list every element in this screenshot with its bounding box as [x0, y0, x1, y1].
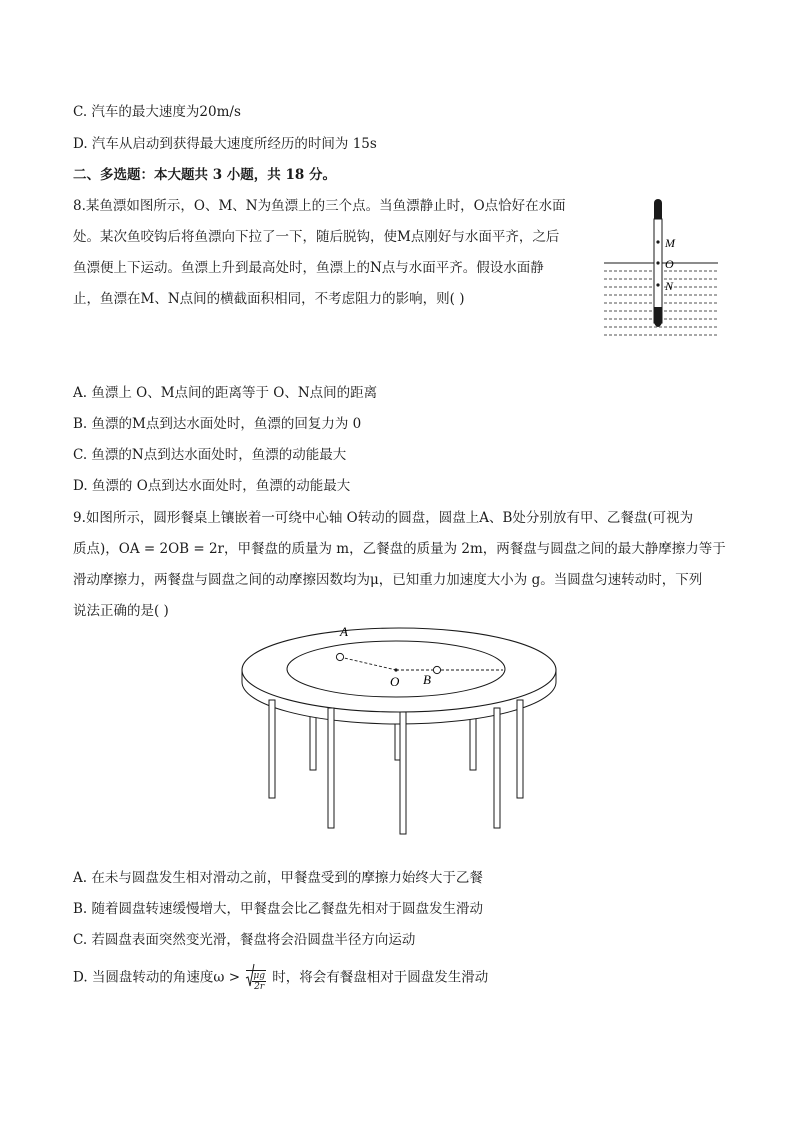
plate-b	[433, 666, 440, 673]
label-n: N	[665, 279, 674, 293]
q9-option-a: A. 在未与圆盘发生相对滑动之前，甲餐盘受到的摩擦力始终大于乙餐	[73, 870, 483, 886]
q9-option-b: B. 随着圆盘转速缓慢增大，甲餐盘会比乙餐盘先相对于圆盘发生滑动	[73, 901, 484, 917]
point-m	[656, 240, 659, 243]
point-o	[656, 261, 659, 264]
center-o	[394, 668, 397, 671]
label-a: A	[340, 624, 348, 639]
fraction-denominator: 2r	[254, 982, 265, 992]
q9-option-d-prefix: D. 当圆盘转动的角速度ω >	[73, 969, 241, 986]
rotating-table-figure	[230, 620, 570, 840]
q9-stem-line-4: 说法正确的是( )	[73, 603, 169, 619]
q8-stem-line-3: 鱼漂便上下运动。鱼漂上升到最高处时，鱼漂上的N点与水面平齐。假设水面静	[73, 260, 544, 276]
q9-stem-line-1: 9.如图所示，圆形餐桌上镶嵌着一可绕中心轴 O转动的圆盘，圆盘上A、B处分别放有甲、乙餐盘(可视为	[73, 510, 694, 526]
label-b: B	[423, 672, 431, 687]
label-o: O	[665, 257, 674, 271]
q9-option-d-suffix: 时，将会有餐盘相对于圆盘发生滑动	[272, 969, 489, 986]
float-bottom-tip	[654, 307, 662, 327]
q8-stem-line-1: 8.某鱼漂如图所示，O、M、N为鱼漂上的三个点。当鱼漂静止时，O点恰好在水面	[73, 198, 566, 214]
q9-stem-line-2: 质点)，OA = 2OB = 2r，甲餐盘的质量为 m，乙餐盘的质量为 2m，两餐盘与圆盘之间的最大静摩擦力等于	[73, 541, 726, 557]
q8-stem-line-2: 处。某次鱼咬钩后将鱼漂向下拉了一下，随后脱钩，使M点刚好与水面平齐，之后	[73, 229, 560, 245]
plate-a	[336, 653, 343, 660]
q8-stem-line-4: 止，鱼漂在M、N点间的横截面积相同，不考虑阻力的影响，则( )	[73, 291, 465, 307]
q7-option-c: C. 汽车的最大速度为20m/s	[73, 104, 241, 120]
q8-option-c: C. 鱼漂的N点到达水面处时，鱼漂的动能最大	[73, 447, 347, 463]
q8-option-b: B. 鱼漂的M点到达水面处时，鱼漂的回复力为 0	[73, 416, 362, 432]
q8-option-a: A. 鱼漂上 O、M点间的距离等于 O、N点间的距离	[73, 385, 378, 401]
q9-stem-line-3: 滑动摩擦力，两餐盘与圆盘之间的动摩擦因数均为μ，已知重力加速度大小为 g。当圆盘匀速转动时，下列	[73, 572, 703, 588]
q9-option-c: C. 若圆盘表面突然变光滑，餐盘将会沿圆盘半径方向运动	[73, 932, 416, 948]
q9-option-d	[73, 964, 488, 992]
q7-option-d: D. 汽车从启动到获得最大速度所经历的时间为 15s	[73, 136, 377, 152]
sqrt-expression	[246, 964, 266, 992]
fishing-float-figure	[600, 195, 725, 345]
label-o: O	[390, 674, 400, 689]
section-header: 二、多选题：本大题共 3 小题，共 18 分。	[73, 167, 336, 183]
q8-option-d: D. 鱼漂的 O点到达水面处时，鱼漂的动能最大	[73, 478, 351, 494]
point-n	[656, 283, 659, 286]
fraction-numerator: μg	[253, 971, 265, 981]
label-m: M	[665, 236, 675, 250]
